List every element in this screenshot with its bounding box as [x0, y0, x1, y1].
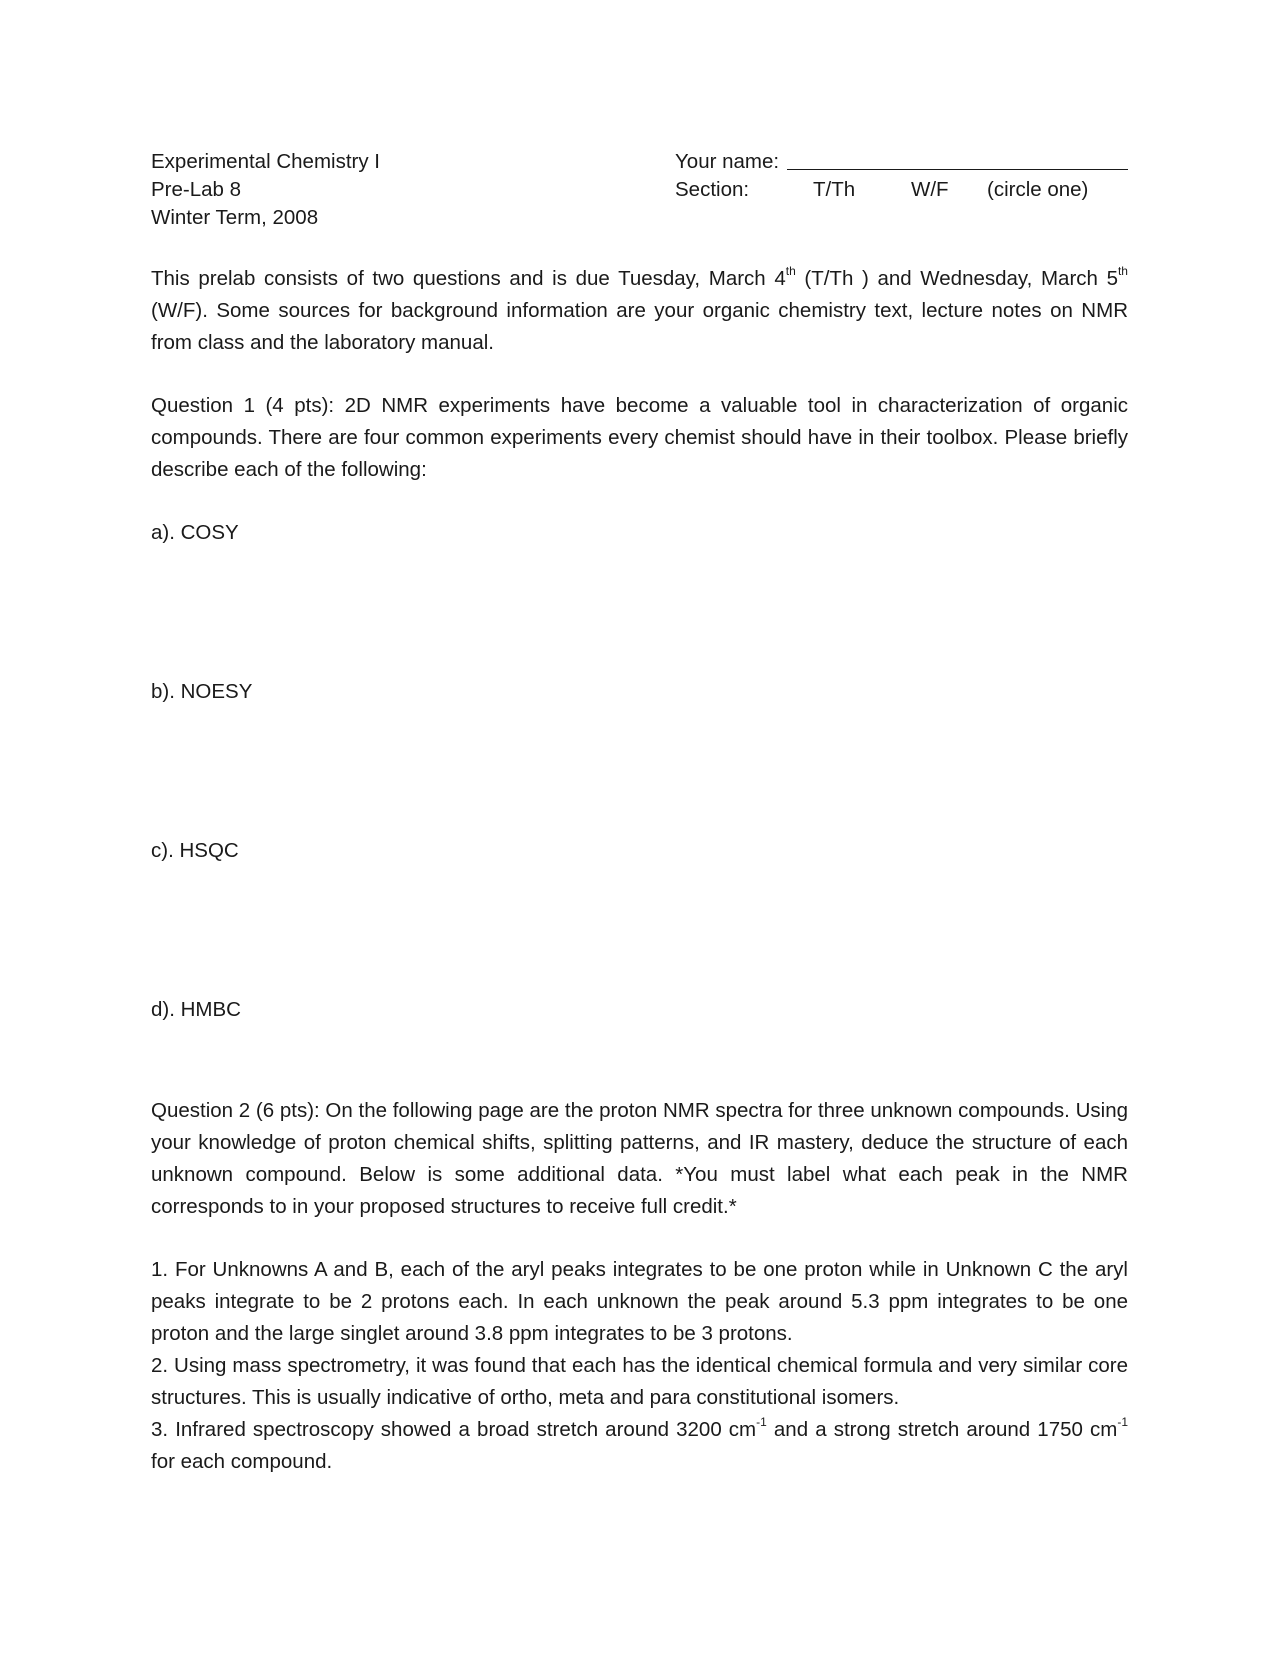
question-1-item-noesy: b). NOESY	[151, 680, 253, 703]
note-2: 2. Using mass spectrometry, it was found that each has the identical chemical formula and very similar core structures. This is usually indicative of ortho, meta and para constitutional isomers.	[151, 1354, 1128, 1409]
intro-text-3: (W/F). Some sources for background information are your organic chemistry text, lecture notes on NMR from class and the laboratory manual.	[151, 299, 1128, 354]
section-row	[675, 176, 1128, 204]
note-3-text-2: and a strong stretch around 1750 cm	[766, 1418, 1118, 1441]
intro-sup-2: th	[1117, 264, 1128, 279]
document-content	[151, 148, 1128, 1478]
note-3-sup-1: -1	[756, 1415, 767, 1430]
section-label: Section:	[675, 178, 750, 201]
question-1-item-cosy: a). COSY	[151, 521, 239, 544]
section-option-tth[interactable]: T/Th	[813, 178, 856, 201]
section-option-wf[interactable]: W/F	[911, 178, 949, 201]
intro-sup-1: th	[785, 264, 796, 279]
name-row	[675, 148, 1128, 176]
student-info	[675, 148, 1128, 204]
note-3-text-1: 3. Infrared spectroscopy showed a broad stretch around 3200 cm	[151, 1418, 757, 1441]
note-1: 1. For Unknowns A and B, each of the aryl peaks integrates to be one proton while in Unknown C the aryl peaks integrate to be 2 protons each. In each unknown the peak around 5.3 ppm integrates to be one proton and the large singlet around 3.8 ppm integrates to be 3 protons.	[151, 1258, 1128, 1345]
course-title: Experimental Chemistry I	[151, 150, 380, 173]
question-1-item-hsqc: c). HSQC	[151, 839, 239, 862]
question-2-text: Question 2 (6 pts): On the following page are the proton NMR spectra for three unknown compounds. Using your knowledge of proton chemical shifts, splitting patterns, and IR mastery, deduce the structure of each unknown compound. Below is some additional data. *You must label what each peak in the NMR corresponds to in your proposed structures to receive full credit.*	[151, 1099, 1128, 1218]
question-1-text: Question 1 (4 pts): 2D NMR experiments have become a valuable tool in characterization of organic compounds. There are four common experiments every chemist should have in their toolbox. Please briefly describe each of the following:	[151, 394, 1128, 481]
question-2-notes	[151, 1254, 1128, 1478]
course-info	[151, 148, 380, 232]
question-1-item-hmbc: d). HMBC	[151, 998, 241, 1021]
intro-text-2: (T/Th ) and Wednesday, March 5	[795, 267, 1118, 290]
name-blank-line[interactable]	[787, 169, 1128, 170]
note-3-sup-2: -1	[1117, 1415, 1128, 1430]
section-hint: (circle one)	[987, 178, 1089, 201]
note-3-text-3: for each compound.	[151, 1450, 333, 1473]
prelab-number: Pre-Lab 8	[151, 178, 242, 201]
name-label: Your name:	[675, 150, 780, 173]
intro-text-1: This prelab consists of two questions and is due Tuesday, March 4	[151, 267, 786, 290]
intro-paragraph	[151, 263, 1128, 359]
note-3	[151, 1414, 1128, 1478]
document-header	[151, 148, 1128, 244]
term: Winter Term, 2008	[151, 206, 319, 229]
